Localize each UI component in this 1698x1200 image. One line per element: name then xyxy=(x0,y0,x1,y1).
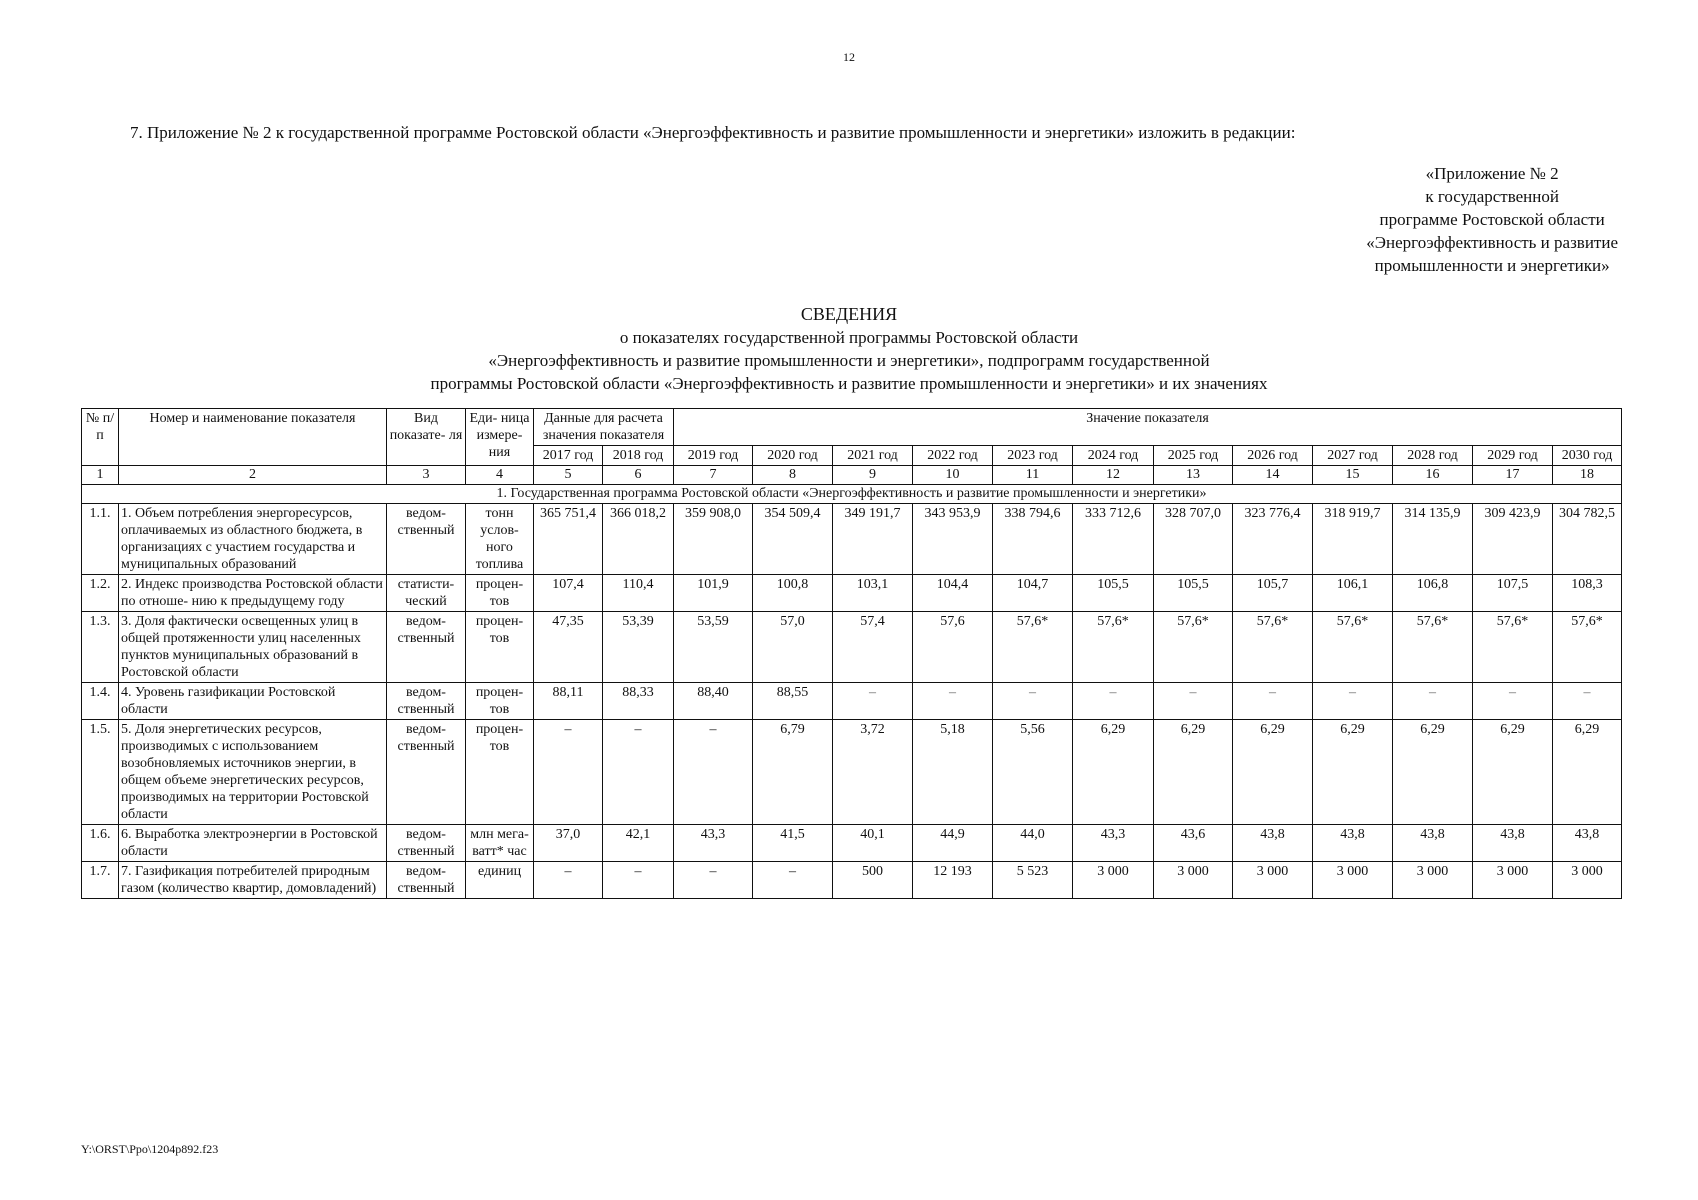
section-title: 1. Государственная программа Ростовской области «Энергоэффективность и развитие промышленности и энергетики» xyxy=(82,485,1622,504)
value-cell: 6,29 xyxy=(1073,720,1154,825)
value-cell: 43,8 xyxy=(1473,825,1553,862)
header-year: 2024 год xyxy=(1073,446,1154,466)
intro-paragraph: 7. Приложение № 2 к государственной программе Ростовской области «Энергоэффективность и развитие промышленности и энергетики» изложить в редакции: xyxy=(130,123,1296,142)
document-heading xyxy=(0,303,1698,395)
appendix-line: «Приложение № 2 xyxy=(1425,164,1559,183)
value-cell: 343 953,9 xyxy=(913,504,993,575)
indicator-unit: процен- тов xyxy=(466,683,534,720)
column-number: 11 xyxy=(993,466,1073,485)
row-num: 1.2. xyxy=(82,575,119,612)
value-cell: 103,1 xyxy=(833,575,913,612)
file-path-footer: Y:\ORST\Ppo\1204p892.f23 xyxy=(81,1142,219,1156)
column-numbers-row xyxy=(82,466,1622,485)
value-cell: 57,6 xyxy=(913,612,993,683)
value-cell: 3 000 xyxy=(1393,862,1473,899)
header-year: 2028 год xyxy=(1393,446,1473,466)
indicator-type: ведом- ственный xyxy=(387,504,466,575)
value-cell: 104,4 xyxy=(913,575,993,612)
indicator-name: 7. Газификация потребителей природным газом (количество квартир, домовладений) xyxy=(119,862,387,899)
heading-line: «Энергоэффективность и развитие промышленности и энергетики», подпрограмм государственной xyxy=(488,351,1210,370)
value-cell: 107,5 xyxy=(1473,575,1553,612)
indicator-type: ведом- ственный xyxy=(387,862,466,899)
indicator-name: 3. Доля фактически освещенных улиц в общей протяженности улиц населенных пунктов муниципальных образований в Ростовской области xyxy=(119,612,387,683)
header-name: Номер и наименование показателя xyxy=(119,409,387,466)
column-number: 13 xyxy=(1154,466,1233,485)
value-cell: 6,29 xyxy=(1473,720,1553,825)
value-cell: 57,6* xyxy=(1393,612,1473,683)
heading-line: о показателях государственной программы Ростовской области xyxy=(619,328,1079,347)
value-cell: 43,8 xyxy=(1313,825,1393,862)
header-year: 2025 год xyxy=(1154,446,1233,466)
value-cell: 110,4 xyxy=(603,575,674,612)
value-cell: 101,9 xyxy=(674,575,753,612)
value-cell: 44,9 xyxy=(913,825,993,862)
value-cell: 57,6* xyxy=(1233,612,1313,683)
value-cell: 105,7 xyxy=(1233,575,1313,612)
value-cell: – xyxy=(1553,683,1622,720)
heading-line: программы Ростовской области «Энергоэффективность и развитие промышленности и энергетики» и их значениях xyxy=(430,374,1268,393)
value-cell: – xyxy=(1393,683,1473,720)
value-cell: 105,5 xyxy=(1073,575,1154,612)
value-cell: – xyxy=(674,862,753,899)
header-year: 2020 год xyxy=(753,446,833,466)
table-row xyxy=(82,720,1622,825)
value-cell: 43,8 xyxy=(1393,825,1473,862)
value-cell: 57,6* xyxy=(993,612,1073,683)
value-cell: 3 000 xyxy=(1553,862,1622,899)
table-row xyxy=(82,612,1622,683)
value-cell: 106,1 xyxy=(1313,575,1393,612)
header-num: № п/п xyxy=(82,409,119,466)
value-cell: 354 509,4 xyxy=(753,504,833,575)
value-cell: 57,6* xyxy=(1553,612,1622,683)
value-cell: 328 707,0 xyxy=(1154,504,1233,575)
value-cell: 53,59 xyxy=(674,612,753,683)
row-num: 1.5. xyxy=(82,720,119,825)
column-number: 1 xyxy=(82,466,119,485)
indicator-unit: млн мега- ватт* час xyxy=(466,825,534,862)
column-number: 4 xyxy=(466,466,534,485)
column-number: 6 xyxy=(603,466,674,485)
value-cell: – xyxy=(993,683,1073,720)
header-values: Значение показателя xyxy=(674,409,1622,446)
value-cell: 5 523 xyxy=(993,862,1073,899)
value-cell: 40,1 xyxy=(833,825,913,862)
column-number: 9 xyxy=(833,466,913,485)
value-cell: 57,0 xyxy=(753,612,833,683)
table-row xyxy=(82,575,1622,612)
value-cell: 88,33 xyxy=(603,683,674,720)
indicator-type: ведом- ственный xyxy=(387,612,466,683)
column-number: 14 xyxy=(1233,466,1313,485)
value-cell: 57,6* xyxy=(1154,612,1233,683)
header-year: 2026 год xyxy=(1233,446,1313,466)
indicator-type: ведом- ственный xyxy=(387,825,466,862)
value-cell: 43,3 xyxy=(674,825,753,862)
value-cell: 500 xyxy=(833,862,913,899)
value-cell: 53,39 xyxy=(603,612,674,683)
value-cell: 43,8 xyxy=(1233,825,1313,862)
value-cell: 43,8 xyxy=(1553,825,1622,862)
value-cell: 338 794,6 xyxy=(993,504,1073,575)
value-cell: – xyxy=(753,862,833,899)
column-number: 8 xyxy=(753,466,833,485)
value-cell: 3 000 xyxy=(1233,862,1313,899)
appendix-line: к государственной xyxy=(1425,187,1559,206)
value-cell: 42,1 xyxy=(603,825,674,862)
indicator-unit: процен- тов xyxy=(466,612,534,683)
appendix-line: программе Ростовской области xyxy=(1379,210,1605,229)
table-body xyxy=(82,485,1622,899)
value-cell: 3 000 xyxy=(1073,862,1154,899)
value-cell: – xyxy=(674,720,753,825)
column-number: 12 xyxy=(1073,466,1154,485)
value-cell: 365 751,4 xyxy=(534,504,603,575)
indicators-table xyxy=(81,408,1622,899)
value-cell: 6,29 xyxy=(1154,720,1233,825)
indicator-name: 1. Объем потребления энергоресурсов, оплачиваемых из областного бюджета, в организациях с участием государства и муниципальных образований xyxy=(119,504,387,575)
value-cell: 12 193 xyxy=(913,862,993,899)
row-num: 1.4. xyxy=(82,683,119,720)
page-number: 12 xyxy=(843,50,855,64)
value-cell: – xyxy=(534,862,603,899)
value-cell: 6,79 xyxy=(753,720,833,825)
value-cell: 333 712,6 xyxy=(1073,504,1154,575)
indicator-unit: процен- тов xyxy=(466,575,534,612)
table-head xyxy=(82,409,1622,485)
value-cell: 88,11 xyxy=(534,683,603,720)
value-cell: 106,8 xyxy=(1393,575,1473,612)
value-cell: 47,35 xyxy=(534,612,603,683)
header-base: Данные для расчета значения показателя xyxy=(534,409,674,446)
value-cell: 43,6 xyxy=(1154,825,1233,862)
table-row xyxy=(82,862,1622,899)
value-cell: 44,0 xyxy=(993,825,1073,862)
value-cell: – xyxy=(913,683,993,720)
value-cell: – xyxy=(1073,683,1154,720)
column-number: 2 xyxy=(119,466,387,485)
value-cell: 57,4 xyxy=(833,612,913,683)
column-number: 7 xyxy=(674,466,753,485)
value-cell: 3,72 xyxy=(833,720,913,825)
header-type: Вид показате- ля xyxy=(387,409,466,466)
column-number: 5 xyxy=(534,466,603,485)
appendix-caption xyxy=(1366,162,1618,277)
value-cell: 304 782,5 xyxy=(1553,504,1622,575)
column-number: 16 xyxy=(1393,466,1473,485)
heading-title: СВЕДЕНИЯ xyxy=(800,304,898,324)
value-cell: 57,6* xyxy=(1073,612,1154,683)
indicator-name: 6. Выработка электроэнергии в Ростовской области xyxy=(119,825,387,862)
value-cell: – xyxy=(534,720,603,825)
indicator-name: 2. Индекс производства Ростовской области по отноше- нию к предыдущему году xyxy=(119,575,387,612)
table-row xyxy=(82,504,1622,575)
value-cell: 105,5 xyxy=(1154,575,1233,612)
header-year: 2022 год xyxy=(913,446,993,466)
value-cell: 6,29 xyxy=(1233,720,1313,825)
appendix-line: промышленности и энергетики» xyxy=(1374,256,1610,275)
row-num: 1.1. xyxy=(82,504,119,575)
value-cell: – xyxy=(1233,683,1313,720)
value-cell: 57,6* xyxy=(1313,612,1393,683)
value-cell: 3 000 xyxy=(1473,862,1553,899)
value-cell: – xyxy=(603,720,674,825)
header-year: 2017 год xyxy=(534,446,603,466)
value-cell: 57,6* xyxy=(1473,612,1553,683)
value-cell: 43,3 xyxy=(1073,825,1154,862)
indicator-type: ведом- ственный xyxy=(387,683,466,720)
header-year: 2023 год xyxy=(993,446,1073,466)
value-cell: 323 776,4 xyxy=(1233,504,1313,575)
value-cell: 88,40 xyxy=(674,683,753,720)
value-cell: 6,29 xyxy=(1393,720,1473,825)
value-cell: 3 000 xyxy=(1313,862,1393,899)
header-year: 2021 год xyxy=(833,446,913,466)
value-cell: 88,55 xyxy=(753,683,833,720)
value-cell: 104,7 xyxy=(993,575,1073,612)
indicator-unit: процен- тов xyxy=(466,720,534,825)
appendix-line: «Энергоэффективность и развитие xyxy=(1366,233,1618,252)
indicator-name: 4. Уровень газификации Ростовской области xyxy=(119,683,387,720)
column-number: 18 xyxy=(1553,466,1622,485)
section-row xyxy=(82,485,1622,504)
indicator-name: 5. Доля энергетических ресурсов, производимых с использованием возобновляемых источников энергии, в общем объеме энергетических ресурсов, производимых на территории Ростовской области xyxy=(119,720,387,825)
value-cell: 108,3 xyxy=(1553,575,1622,612)
header-year: 2019 год xyxy=(674,446,753,466)
value-cell: 41,5 xyxy=(753,825,833,862)
indicator-unit: единиц xyxy=(466,862,534,899)
header-year: 2018 год xyxy=(603,446,674,466)
row-num: 1.7. xyxy=(82,862,119,899)
value-cell: 6,29 xyxy=(1553,720,1622,825)
header-year: 2030 год xyxy=(1553,446,1622,466)
row-num: 1.6. xyxy=(82,825,119,862)
header-unit: Еди- ница измере- ния xyxy=(466,409,534,466)
value-cell: 318 919,7 xyxy=(1313,504,1393,575)
column-number: 17 xyxy=(1473,466,1553,485)
table-row xyxy=(82,683,1622,720)
row-num: 1.3. xyxy=(82,612,119,683)
value-cell: – xyxy=(1313,683,1393,720)
indicator-type: статисти- ческий xyxy=(387,575,466,612)
value-cell: 6,29 xyxy=(1313,720,1393,825)
column-number: 3 xyxy=(387,466,466,485)
value-cell: 3 000 xyxy=(1154,862,1233,899)
value-cell: – xyxy=(603,862,674,899)
value-cell: 366 018,2 xyxy=(603,504,674,575)
value-cell: – xyxy=(1154,683,1233,720)
column-number: 10 xyxy=(913,466,993,485)
value-cell: 314 135,9 xyxy=(1393,504,1473,575)
value-cell: – xyxy=(1473,683,1553,720)
value-cell: – xyxy=(833,683,913,720)
indicator-type: ведом- ственный xyxy=(387,720,466,825)
header-year: 2029 год xyxy=(1473,446,1553,466)
value-cell: 5,56 xyxy=(993,720,1073,825)
header-year: 2027 год xyxy=(1313,446,1393,466)
value-cell: 5,18 xyxy=(913,720,993,825)
table-row xyxy=(82,825,1622,862)
value-cell: 100,8 xyxy=(753,575,833,612)
value-cell: 359 908,0 xyxy=(674,504,753,575)
value-cell: 309 423,9 xyxy=(1473,504,1553,575)
value-cell: 37,0 xyxy=(534,825,603,862)
column-number: 15 xyxy=(1313,466,1393,485)
value-cell: 349 191,7 xyxy=(833,504,913,575)
indicator-unit: тонн услов- ного топлива xyxy=(466,504,534,575)
value-cell: 107,4 xyxy=(534,575,603,612)
